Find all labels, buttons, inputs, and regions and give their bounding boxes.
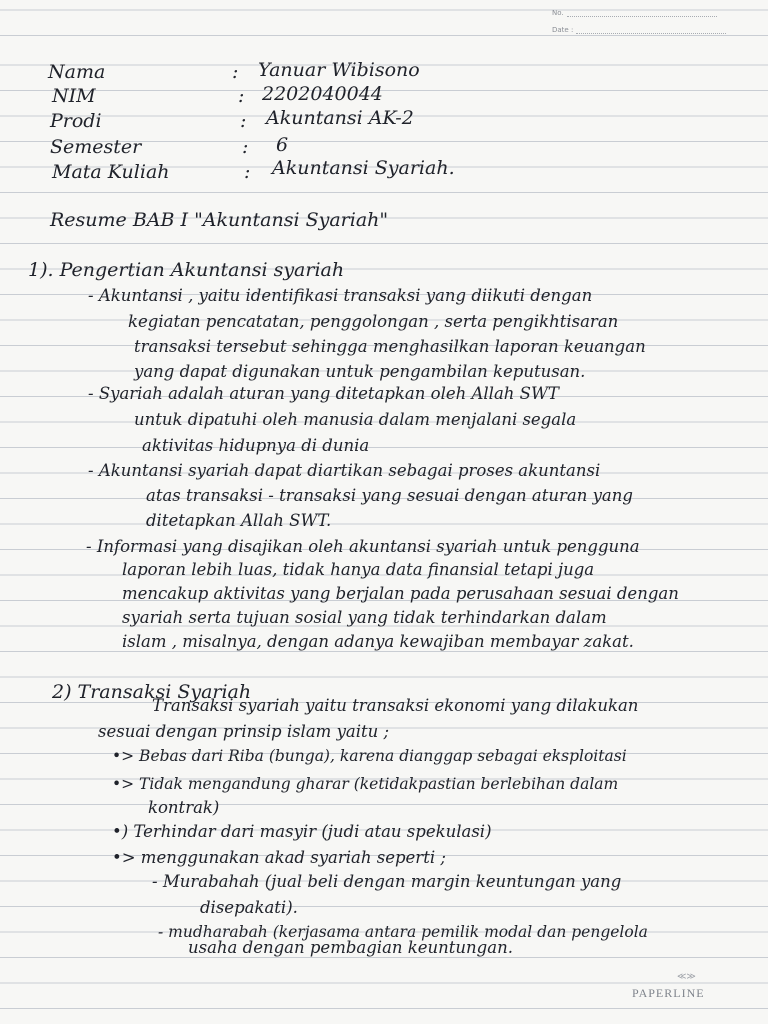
identity-sep-nim: :: [238, 85, 245, 107]
header-no-line: [567, 16, 717, 17]
identity-value-nama: Yanuar Wibisono: [258, 59, 420, 81]
section2-line: •> menggunakan akad syariah seperti ;: [112, 848, 446, 867]
header-no-label: No.: [552, 9, 564, 17]
section1-line: atas transaksi - transaksi yang sesuai dengan aturan yang: [146, 486, 633, 505]
section1-line: ditetapkan Allah SWT.: [146, 511, 332, 530]
section2-line: usaha dengan pembagian keuntungan.: [188, 938, 513, 957]
identity-value-prodi: Akuntansi AK-2: [266, 107, 414, 129]
section2-line: •> Bebas dari Riba (bunga), karena dianggap sebagai eksploitasi: [112, 747, 627, 765]
identity-label-nim: NIM: [52, 85, 96, 107]
section1-line: - Akuntansi syariah dapat diartikan sebagai proses akuntansi: [88, 461, 601, 480]
header-no: [552, 9, 717, 17]
section2-line: - Murabahah (jual beli dengan margin keuntungan yang: [152, 872, 622, 891]
paperline-brand: PAPERLINE: [632, 986, 705, 1000]
section2-line: sesuai dengan prinsip islam yaitu ;: [98, 722, 390, 741]
section1-heading: 1). Pengertian Akuntansi syariah: [28, 259, 345, 281]
header-date-line: [576, 33, 726, 34]
identity-sep-semester: :: [242, 136, 249, 158]
section2-line: •> Tidak mengandung gharar (ketidakpastian berlebihan dalam: [112, 775, 619, 793]
section1-line: mencakup aktivitas yang berjalan pada perusahaan sesuai dengan: [122, 584, 679, 603]
identity-label-nama: Nama: [48, 61, 106, 83]
section1-line: aktivitas hidupnya di dunia: [142, 436, 370, 455]
section1-line: - Informasi yang disajikan oleh akuntansi syariah untuk pengguna: [86, 537, 640, 556]
section2-line: - mudharabah (kerjasama antara pemilik modal dan pengelola: [158, 923, 648, 941]
identity-sep-nama: :: [232, 61, 239, 83]
header-date-label: Date :: [552, 26, 574, 34]
section1-line: islam , misalnya, dengan adanya kewajiban membayar zakat.: [122, 632, 634, 651]
resume-title: Resume BAB I "Akuntansi Syariah": [50, 209, 389, 231]
section1-line: laporan lebih luas, tidak hanya data finansial tetapi juga: [122, 560, 595, 579]
identity-label-prodi: Prodi: [50, 110, 102, 132]
section1-line: syariah serta tujuan sosial yang tidak terhindarkan dalam: [122, 608, 607, 627]
section2-line: •) Terhindar dari masyir (judi atau spekulasi): [112, 822, 492, 841]
identity-label-semester: Semester: [50, 136, 142, 158]
section1-line: untuk dipatuhi oleh manusia dalam menjalani segala: [134, 410, 577, 429]
identity-sep-prodi: :: [240, 110, 247, 132]
header-date: [552, 26, 726, 34]
section1-line: yang dapat digunakan untuk pengambilan keputusan.: [134, 362, 586, 381]
identity-value-nim: 2202040044: [262, 83, 383, 105]
identity-value-mata-kuliah: Akuntansi Syariah.: [272, 157, 455, 179]
section2-line: kontrak): [148, 798, 220, 817]
paperline-logo-icon: ≪≫: [677, 972, 696, 982]
identity-value-semester: 6: [276, 134, 289, 156]
section2-heading: 2) Transaksi Syariah: [52, 681, 252, 703]
section1-line: kegiatan pencatatan, penggolongan , serta pengikhtisaran: [128, 312, 619, 331]
section1-line: - Syariah adalah aturan yang ditetapkan oleh Allah SWT: [88, 384, 559, 403]
identity-label-mata-kuliah: Mata Kuliah: [52, 161, 170, 183]
section2-line: disepakati).: [200, 898, 298, 917]
section1-line: transaksi tersebut sehingga menghasilkan laporan keuangan: [134, 337, 646, 356]
identity-sep-mata-kuliah: :: [244, 161, 251, 183]
section2-line: Transaksi syariah yaitu transaksi ekonomi yang dilakukan: [152, 696, 639, 715]
section1-line: - Akuntansi , yaitu identifikasi transaksi yang diikuti dengan: [88, 286, 593, 305]
